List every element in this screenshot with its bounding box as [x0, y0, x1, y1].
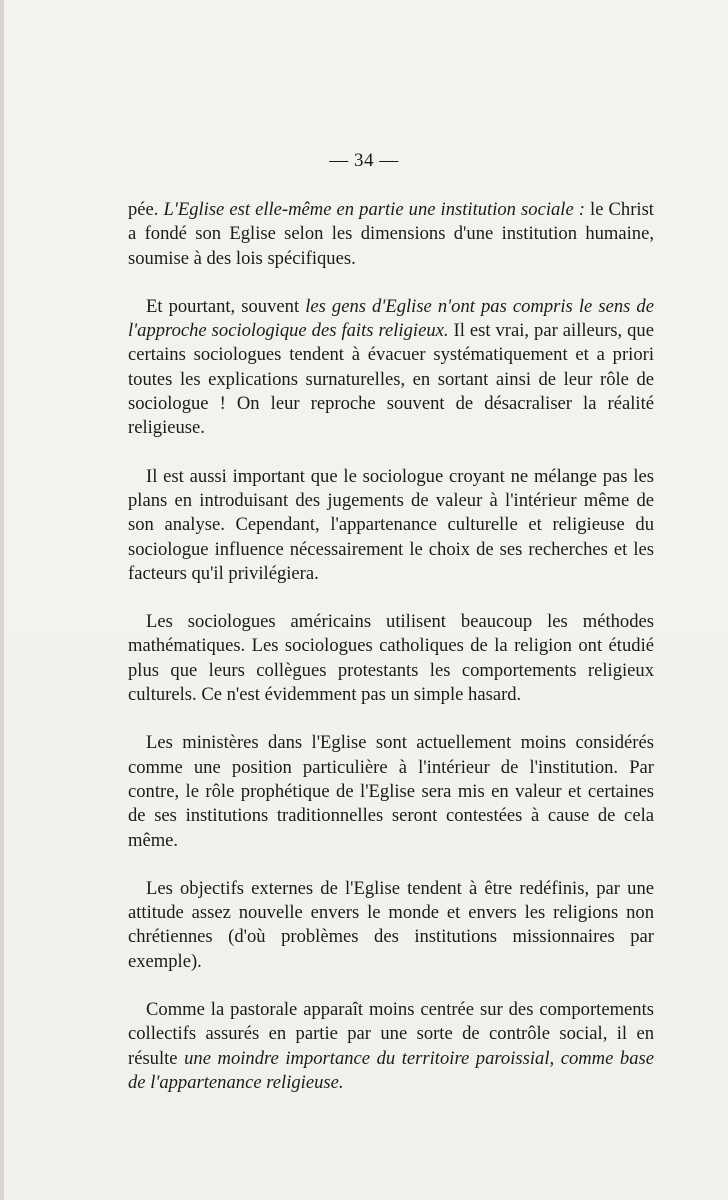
italic-text: une moindre importance du territoire paroissial, comme base de l'appartenance religieuse.	[128, 1047, 654, 1093]
page-edge	[0, 0, 4, 1200]
body-text	[128, 198, 654, 1119]
text-segment: Il est vrai, par ailleurs, que certains sociologues tendent à évacuer systématiquement et a priori toutes les explications surnaturelles, en sortant ainsi de leur rôle de sociologue ! On leur reproche souvent de désacraliser la réalité religieuse.	[128, 320, 654, 439]
paragraph-p5	[128, 731, 654, 852]
text-segment: le Christ a fondé son Eglise selon les dimensions d'une institution humaine, soumise à des lois spécifiques.	[128, 199, 654, 269]
text-segment: Les ministères dans l'Eglise sont actuellement moins considérés comme une position particulière à l'intérieur de l'institution. Par contre, le rôle prophétique de l'Eglise sera mis en valeur et certaines de ses institutions traditionnelles seront contestées à cause de cela même.	[128, 732, 654, 851]
page-number: — 34 —	[329, 150, 399, 171]
paragraph-p3	[128, 465, 654, 586]
italic-text: L'Eglise est elle-même en partie une institution sociale :	[163, 199, 585, 220]
text-segment: Il est aussi important que le sociologue croyant ne mélange pas les plans en introduisant des jugements de valeur à l'intérieur même de son analyse. Cependant, l'appartenance culturelle et religieuse du sociologue influence nécessairement le choix de ses recherches et les facteurs qu'il privilégiera.	[128, 465, 654, 584]
text-segment: Les objectifs externes de l'Eglise tendent à être redéfinis, par une attitude assez nouvelle envers le monde et envers les religions non chrétiennes (d'où problèmes des institutions missionnaires par exemple).	[128, 877, 654, 972]
paragraph-p1	[128, 198, 654, 271]
paragraph-p6	[128, 877, 654, 974]
text-segment: Les sociologues américains utilisent beaucoup les méthodes mathématiques. Les sociologues catholiques de la religion ont étudié plus que leurs collègues protestants les comportements religieux culturels. Ce n'est évidemment pas un simple hasard.	[128, 611, 654, 706]
italic-text: les gens d'Eglise n'ont pas compris le sens de l'approche sociologique des faits religieux.	[128, 295, 654, 342]
paragraph-p4	[128, 610, 654, 707]
paragraph-p2	[128, 295, 654, 441]
text-segment: pée.	[128, 199, 164, 220]
paragraph-p7	[128, 998, 654, 1095]
text-segment: Et pourtant, souvent	[146, 295, 306, 317]
text-segment: Comme la pastorale apparaît moins centrée sur des comportements collectifs assurés en partie par une sorte de contrôle social, il en résulte	[128, 999, 654, 1069]
